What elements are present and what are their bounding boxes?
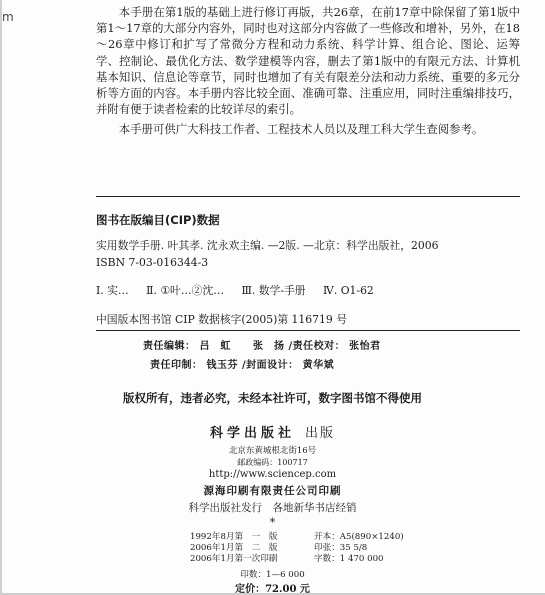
book-introduction	[96, 4, 520, 142]
distributor-line: 科学出版社发行 各地新华书店经销	[188, 502, 357, 514]
editor-label: 责任编辑：	[143, 341, 196, 352]
publisher-name: 科学出版社	[209, 426, 295, 441]
credit-editors-line	[143, 337, 381, 352]
edition-date: 2006年1月第一次印刷	[190, 554, 278, 564]
edition-row	[190, 532, 454, 543]
rights-notice: 版权所有，违者必究，未经本社许可，数字图书馆不得使用	[123, 391, 422, 405]
proof-name: 张怡君	[349, 341, 381, 352]
divider-top	[96, 196, 520, 197]
cover-label: /封面设计：	[241, 360, 299, 371]
cip-class-item: Ⅲ. 数学-手册	[241, 284, 306, 297]
edition-spec: 字数：1 470 000	[314, 554, 384, 564]
edition-spec: 开本：A5(890×1240)	[314, 532, 404, 542]
cip-classification	[96, 283, 388, 298]
credit-production-line	[150, 356, 334, 371]
publisher-address: 北京东黄城根北街16号	[228, 446, 317, 456]
cip-isbn: ISBN 7-03-016344-3	[96, 256, 209, 269]
print-label: 责任印制：	[150, 360, 203, 371]
cip-title: 图书在版编目(CIP)数据	[96, 213, 220, 227]
edge-mark: m	[2, 10, 14, 24]
edition-info	[190, 532, 454, 565]
price: 定价：72.00 元	[235, 584, 310, 595]
separator-star: *	[269, 516, 276, 529]
editor-name: 张 扬	[252, 341, 285, 352]
print-run: 印数：1—6 000	[240, 570, 305, 580]
publisher-zip: 邮政编码：100717	[237, 458, 308, 467]
intro-paragraph-1: 本手册在第1版的基础上进行修订再版，共26章，在前17章中除保留了第1版中第1～17章的大部分内容外，同时也对这部分内容做了一些修改和增补，另外，在18～26章中修订和扩写了常微分方程和动力系统、科学计算、组合论、图论、运筹学、控制论、最优化方法、数学建模等内容，删去了第1版中的有限元方法、计算机基本知识、信息论等章节，同时也增加了有关有限差分法和动力系统、重要的多元分析等方面的内容。本手册内容比较全面、准确可靠、注重应用，同时注重编排技巧，并附有便于读者检索的比较详尽的索引。	[96, 5, 520, 117]
cip-class-item: Ⅳ. O1-62	[323, 284, 374, 297]
proof-label: /责任校对：	[288, 341, 346, 352]
print-name: 钱玉芬	[206, 360, 238, 371]
intro-paragraph-2: 本手册可供广大科技工作者、工程技术人员以及理工科大学生查阅参考。	[118, 122, 484, 137]
publisher-suffix: 出版	[305, 426, 336, 441]
editor-name: 吕 虹	[199, 341, 231, 352]
edition-date: 1992年8月第 一 版	[190, 532, 278, 542]
edition-date: 2006年1月第 二 版	[190, 543, 278, 553]
edition-row	[190, 543, 454, 554]
printer-name: 源海印刷有限责任公司印刷	[203, 485, 342, 497]
publisher-name-line	[0, 422, 545, 441]
edition-spec: 印张：35 5/8	[314, 543, 368, 553]
edition-row	[190, 554, 454, 565]
divider-middle	[96, 330, 520, 331]
cip-bibliographic-line: 实用数学手册. 叶其孝. 沈永欢主编. —2版. —北京：科学出版社，2006	[96, 239, 439, 252]
cover-name: 黄华斌	[302, 360, 335, 371]
cip-record-number: 中国版本图书馆 CIP 数据核字(2005)第 116719 号	[96, 313, 347, 326]
publisher-url: http://www.sciencep.com	[208, 469, 337, 480]
cip-class-item: Ⅰ. 实…	[96, 284, 129, 297]
cip-class-item: Ⅱ. ①叶…②沈…	[146, 284, 225, 297]
